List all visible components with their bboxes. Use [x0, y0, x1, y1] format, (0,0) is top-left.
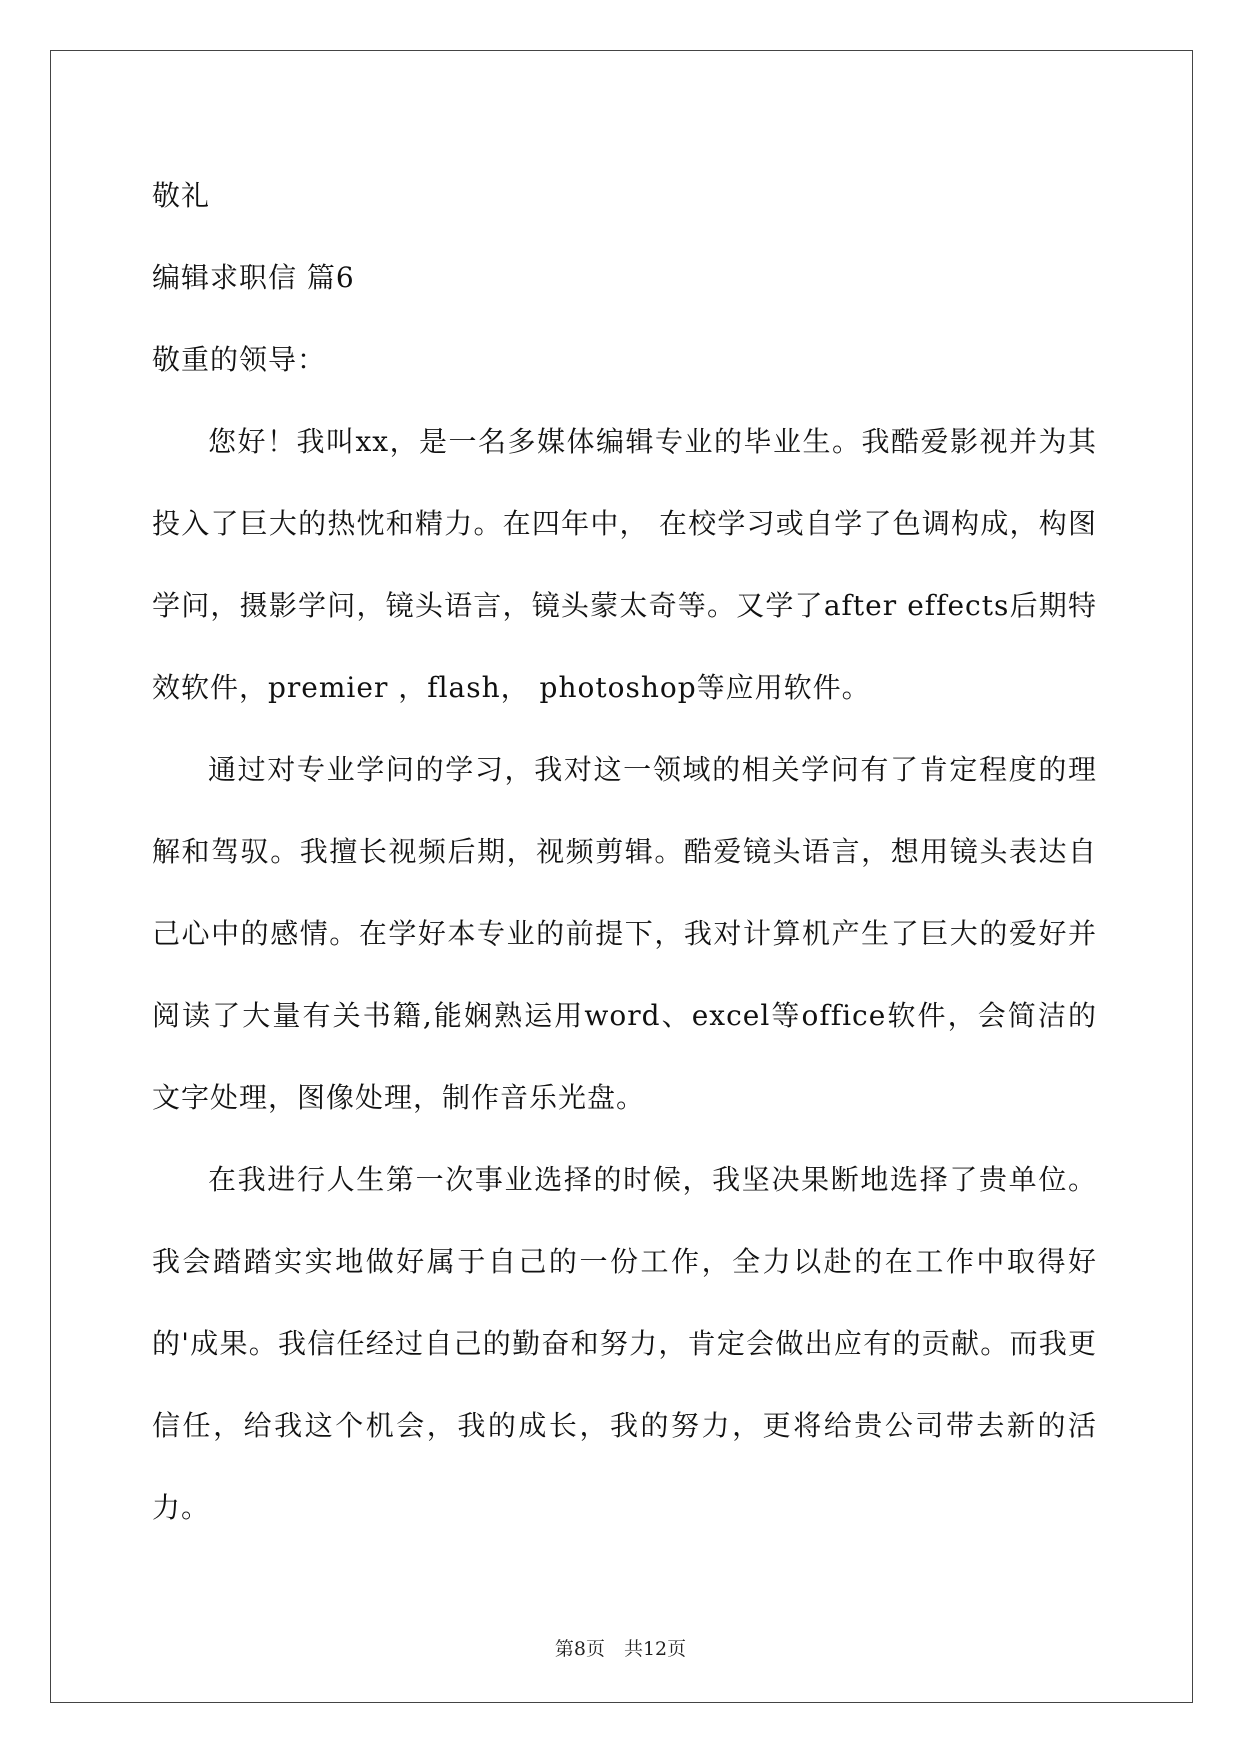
paragraph-intro: 您好！我叫xx，是一名多媒体编辑专业的毕业生。我酷爱影视并为其投入了巨大的热忱和精力。在四年中， 在校学习或自学了色调构成，构图学问，摄影学问，镜头语言，镜头蒙太奇等。又学了after effects后期特效软件，premier ，flash， photoshop等应用软件。 [152, 425, 1097, 704]
closing-line: 敬礼 [152, 179, 211, 212]
paragraph-skills: 通过对专业学问的学习，我对这一领域的相关学问有了肯定程度的理解和驾驭。我擅长视频后期，视频剪辑。酷爱镜头语言，想用镜头表达自己心中的感情。在学好本专业的前提下，我对计算机产生了巨大的爱好并阅读了大量有关书籍,能娴熟运用word、excel等office软件，会简洁的文字处理，图像处理，制作音乐光盘。 [152, 753, 1097, 1114]
document-body [152, 155, 1097, 1549]
salutation-line: 敬重的领导： [152, 343, 327, 376]
page-footer: 第8页 共12页 [554, 1638, 687, 1660]
paragraph-commitment: 在我进行人生第一次事业选择的时候，我坚决果断地选择了贵单位。我会踏踏实实地做好属于自己的一份工作，全力以赴的在工作中取得好的'成果。我信任经过自己的勤奋和努力，肯定会做出应有的贡献。而我更信任，给我这个机会，我的成长，我的努力，更将给贵公司带去新的活力。 [152, 1163, 1097, 1524]
section-heading: 编辑求职信 篇6 [152, 261, 355, 294]
